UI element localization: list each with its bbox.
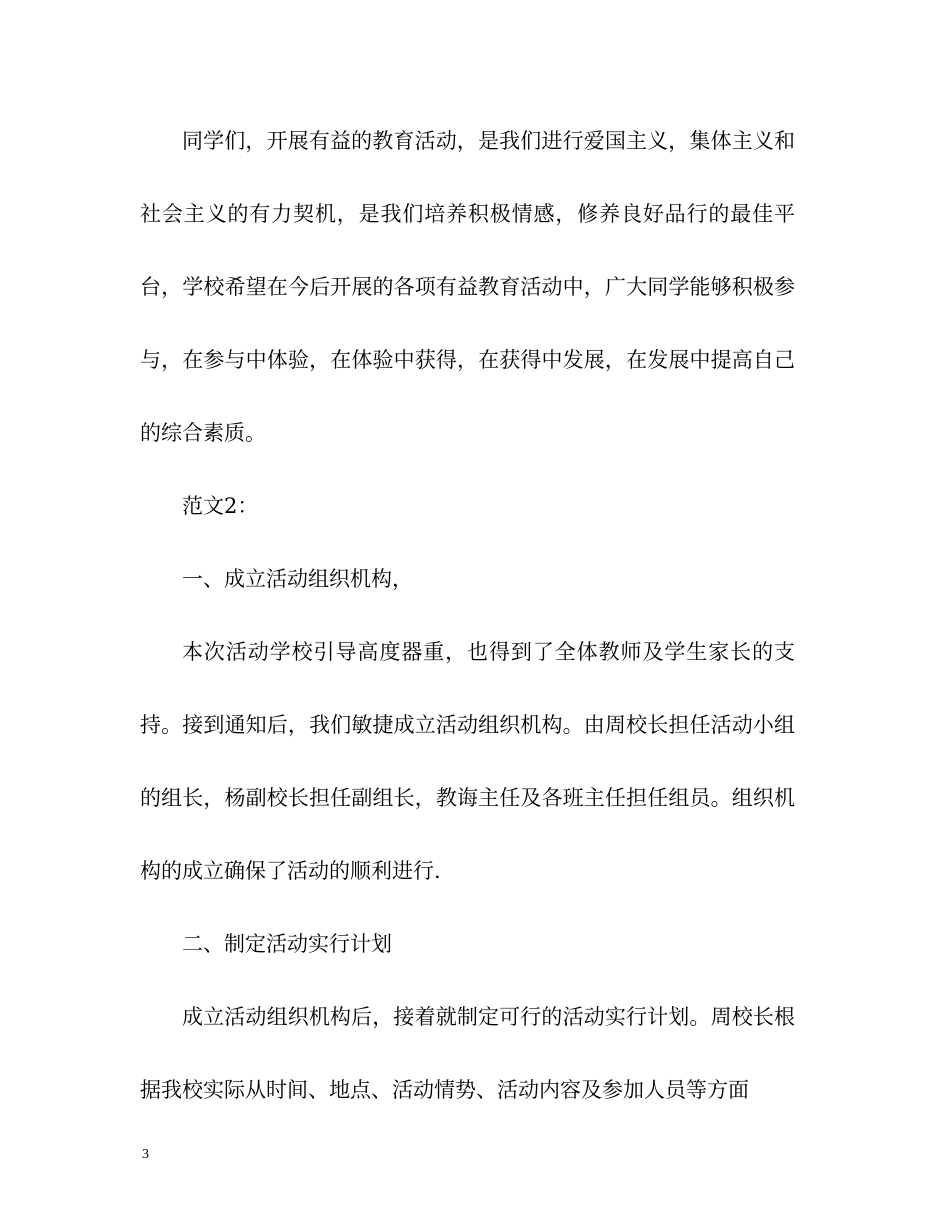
page-number: 3: [142, 1147, 149, 1162]
section-heading-2: 二、制定活动实行计划: [182, 932, 392, 956]
paragraph-organization: 本次活动学校引导高度器重，也得到了全体教师及学生家长的支持。接到通知后，我们敏捷成立活动组织机构。由周校长担任活动小组的组长，杨副校长担任副组长，教诲主任及各班主任担任组员。组织机构的成立确保了活动的顺利进行.: [140, 640, 795, 883]
section-heading-1: 一、成立活动组织机构，: [182, 567, 413, 591]
paragraph-sample-heading: 范文2：: [182, 494, 259, 518]
body-text: [140, 105, 795, 1127]
paragraph-plan: 成立活动组织机构后，接着就制定可行的活动实行计划。周校长根据我校实际从时间、地点、活动情势、活动内容及参加人员等方面: [140, 1005, 795, 1102]
paragraph-closing-remarks: 同学们，开展有益的教育活动，是我们进行爱国主义，集体主义和社会主义的有力契机，是我们培养积极情感，修养良好品行的最佳平台，学校希望在今后开展的各项有益教育活动中，广大同学能够积极参与，在参与中体验，在体验中获得，在获得中发展，在发展中提高自己的综合素质。: [140, 129, 795, 445]
